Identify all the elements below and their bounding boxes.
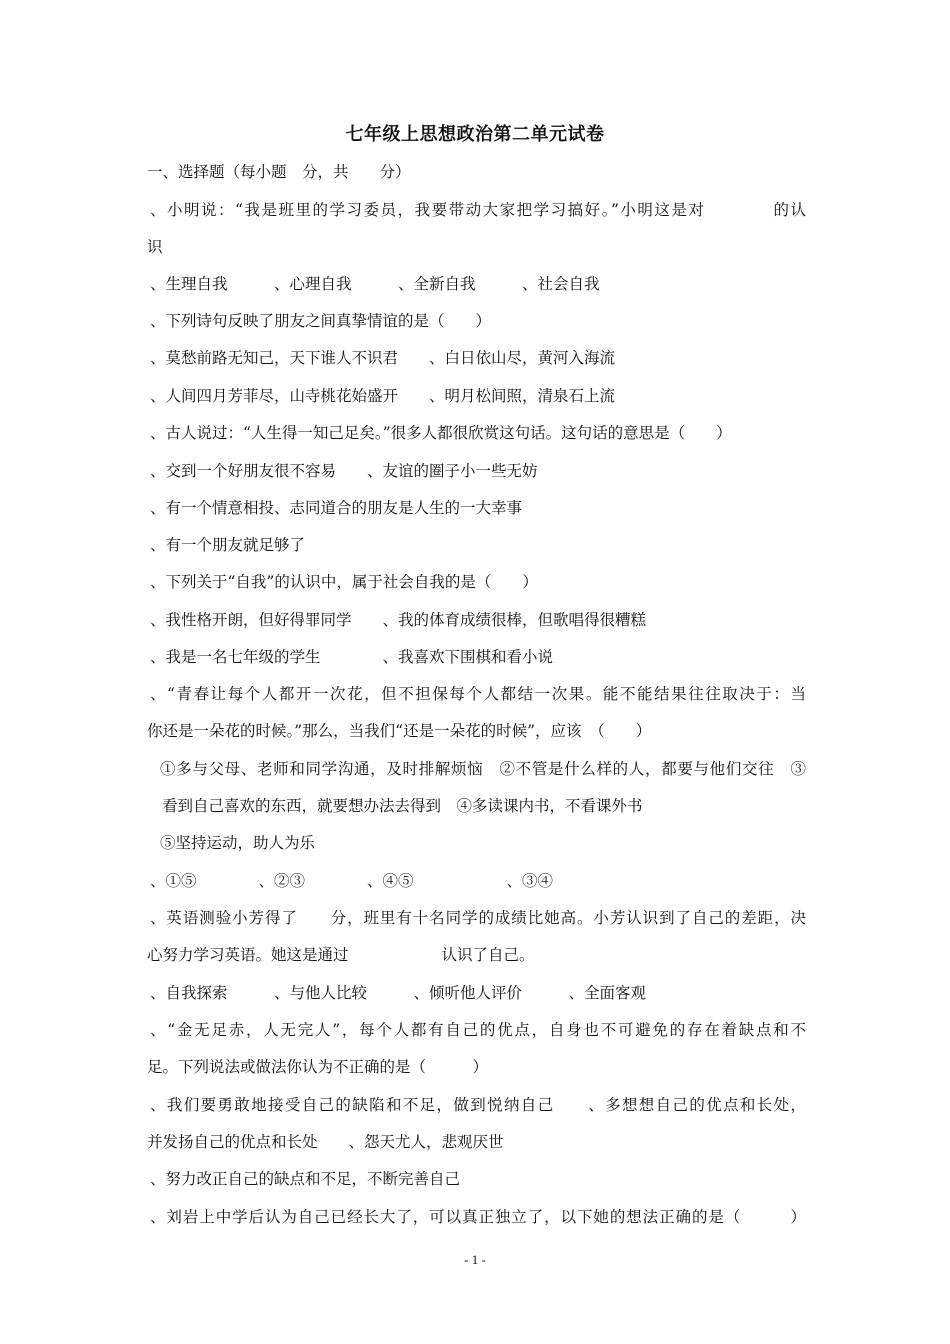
text-line: 、莫愁前路无知己，天下谁人不识君 、白日依山尽，黄河入海流 (150, 349, 616, 367)
text-line: 、我性格开朗，但好得罪同学 、我的体育成绩很棒，但歌唱得很糟糕 (150, 611, 647, 629)
text-line: 、交到一个好朋友很不容易 、友谊的圈子小一些无妨 (150, 462, 538, 480)
text-line: ⑤坚持运动，助人为乐 (160, 834, 316, 852)
text-line: 足。下列说法或做法你认为不正确的是（ ） (147, 1058, 489, 1076)
text-line: 识 (147, 238, 163, 256)
text-line: 、古人说过：“人生得一知己足矣。”很多人都很欣赏这句话。这句话的意思是（ ） (150, 424, 732, 442)
text-line: 、“金无足赤，人无完人”，每个人都有自己的优点，自身也不可避免的存在着缺点和不 (150, 1021, 806, 1039)
page-title: 七年级上思想政治第二单元试卷 (345, 124, 605, 145)
text-line: 、生理自我 、心理自我 、全新自我 、社会自我 (150, 275, 600, 293)
text-line: 、努力改正自己的缺点和不足，不断完善自己 (150, 1170, 461, 1188)
text-line: 、自我探索 、与他人比较 、倾听他人评价 、全面客观 (150, 984, 647, 1002)
text-line: 、我是一名七年级的学生 、我喜欢下围棋和看小说 (150, 648, 554, 666)
text-line: 、下列诗句反映了朋友之间真挚情谊的是（ ） (150, 312, 492, 330)
text-line: 、小明说：“我是班里的学习委员，我要带动大家把学习搞好。”小明这是对 的认 (150, 201, 806, 219)
text-line: 、下列关于“自我”的认识中，属于社会自我的是（ ） (150, 573, 538, 591)
text-line: 你还是一朵花的时候。”那么，当我们“还是一朵花的时候”，应该 （ ） (147, 722, 652, 740)
text-line: 心努力学习英语。她这是通过 认识了自己。 (147, 946, 535, 964)
text-line: 看到自己喜欢的东西，就要想办法去得到 ④多读课内书，不看课外书 (162, 797, 643, 815)
text-line: 、①⑤ 、②③ 、④⑤ 、③④ (150, 872, 554, 890)
text-line: 、刘岩上中学后认为自己已经长大了，可以真正独立了，以下她的想法正确的是（ ） (150, 1208, 806, 1226)
text-line: 、人间四月芳菲尽，山寺桃花始盛开 、明月松间照，清泉石上流 (150, 387, 616, 405)
text-line: 并发扬自己的优点和长处 、怨天尤人，悲观厌世 (147, 1133, 504, 1151)
text-line: 、有一个情意相投、志同道合的朋友是人生的一大幸事 (150, 499, 523, 517)
text-line: ①多与父母、老师和同学沟通，及时排解烦恼 ②不管是什么样的人，都要与他们交往 ③ (160, 760, 806, 778)
section-heading: 一、选择题（每小题 分，共 分） (147, 163, 411, 181)
text-line: 、有一个朋友就足够了 (150, 536, 306, 554)
text-line: 、“青春让每个人都开一次花，但不担保每个人都结一次果。能不能结果往往取决于：当 (150, 685, 806, 703)
text-line: 、我们要勇敢地接受自己的缺陷和不足，做到悦纳自己 、多想想自己的优点和长处， (150, 1096, 806, 1114)
page-number: - 1 - (464, 1252, 486, 1267)
text-line: 、英语测验小芳得了 分，班里有十名同学的成绩比她高。小芳认识到了自己的差距，决 (150, 909, 806, 927)
